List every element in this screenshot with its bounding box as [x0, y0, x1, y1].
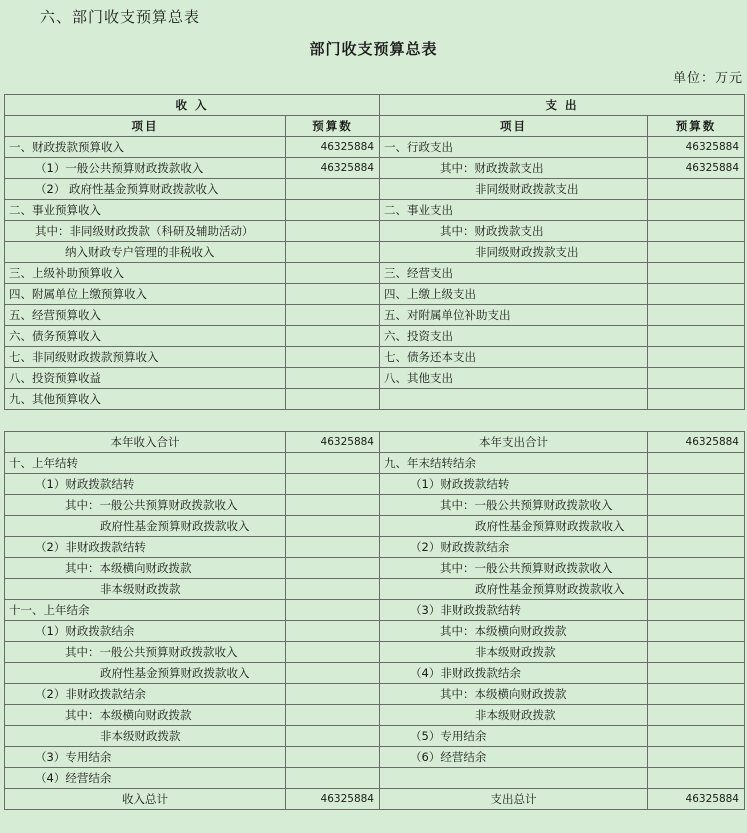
table-row: [5, 516, 745, 537]
income-budget-cell: [286, 558, 380, 579]
income-budget-cell: [286, 200, 380, 221]
expense-budget-cell: [648, 705, 745, 726]
table-row: [5, 747, 745, 768]
expense-budget-cell: [648, 684, 745, 705]
expense-item-cell: 其中：本级横向财政拨款: [380, 684, 648, 705]
income-budget-cell: [286, 726, 380, 747]
income-budget-cell: [286, 516, 380, 537]
expense-budget-cell: [648, 305, 745, 326]
table-row: [5, 389, 745, 410]
income-budget-cell: [286, 347, 380, 368]
income-item-cell: （2）非财政拨款结余: [5, 684, 286, 705]
income-item-cell: 二、事业预算收入: [5, 200, 286, 221]
income-budget-cell: [286, 621, 380, 642]
expense-budget-cell: [648, 368, 745, 389]
expense-budget-cell: [648, 600, 745, 621]
table-row: [5, 621, 745, 642]
expense-item-cell: 政府性基金预算财政拨款收入: [380, 516, 648, 537]
expense-item-cell: （2）财政拨款结余: [380, 537, 648, 558]
income-item-cell: 七、非同级财政拨款预算收入: [5, 347, 286, 368]
income-item-cell: （3）专用结余: [5, 747, 286, 768]
income-budget-cell: [286, 305, 380, 326]
expense-budget-cell: [648, 768, 745, 789]
income-budget-cell: [286, 389, 380, 410]
income-item-cell: 三、上级补助预算收入: [5, 263, 286, 284]
income-item-cell: 十一、上年结余: [5, 600, 286, 621]
expense-budget-cell: [648, 495, 745, 516]
expense-budget-cell: 46325884: [648, 137, 745, 158]
income-item-cell: （1）一般公共预算财政拨款收入: [5, 158, 286, 179]
expense-budget-cell: [648, 179, 745, 200]
expense-budget-cell: [648, 558, 745, 579]
table-row: [5, 221, 745, 242]
table-row: [5, 347, 745, 368]
income-budget-cell: [286, 495, 380, 516]
expense-budget-cell: [648, 200, 745, 221]
expense-item-cell: （5）专用结余: [380, 726, 648, 747]
table-row: [5, 726, 745, 747]
income-budget-cell: [286, 537, 380, 558]
income-budget-cell: [286, 663, 380, 684]
table-row: [5, 453, 745, 474]
income-budget-cell: 46325884: [286, 432, 380, 453]
income-item-cell: 非本级财政拨款: [5, 726, 286, 747]
expense-item-cell: 非本级财政拨款: [380, 705, 648, 726]
expense-budget-cell: [648, 537, 745, 558]
expense-item-cell: （3）非财政拨款结转: [380, 600, 648, 621]
table-row: [5, 642, 745, 663]
expense-budget-cell: [648, 579, 745, 600]
income-item-cell: （2）非财政拨款结转: [5, 537, 286, 558]
income-item-cell: 六、债务预算收入: [5, 326, 286, 347]
income-budget-cell: [286, 747, 380, 768]
income-budget-cell: 46325884: [286, 137, 380, 158]
income-item-cell: 纳入财政专户管理的非税收入: [5, 242, 286, 263]
expense-item-cell: 非同级财政拨款支出: [380, 242, 648, 263]
income-item-cell: 其中：一般公共预算财政拨款收入: [5, 642, 286, 663]
expense-budget-cell: [648, 621, 745, 642]
table-row: [5, 684, 745, 705]
income-budget-cell: [286, 242, 380, 263]
table-row: [5, 579, 745, 600]
income-budget-header: 预算数: [286, 116, 380, 137]
expense-item-cell: [380, 768, 648, 789]
expense-budget-cell: [648, 516, 745, 537]
income-budget-cell: [286, 263, 380, 284]
income-item-header: 项目: [5, 116, 286, 137]
expense-item-cell: 九、年末结转结余: [380, 453, 648, 474]
table-row: [5, 705, 745, 726]
income-budget-cell: [286, 474, 380, 495]
expense-budget-cell: [648, 642, 745, 663]
expense-budget-cell: [648, 663, 745, 684]
expense-item-cell: 五、对附属单位补助支出: [380, 305, 648, 326]
income-budget-cell: [286, 642, 380, 663]
expense-budget-cell: [648, 726, 745, 747]
expense-budget-cell: [648, 242, 745, 263]
table-row: [5, 284, 745, 305]
income-budget-cell: [286, 684, 380, 705]
expense-item-cell: 三、经营支出: [380, 263, 648, 284]
expense-header: 支 出: [380, 95, 745, 116]
budget-table-bottom: [4, 431, 745, 810]
expense-item-cell: 七、债务还本支出: [380, 347, 648, 368]
expense-item-cell: 六、投资支出: [380, 326, 648, 347]
expense-item-cell: 非同级财政拨款支出: [380, 179, 648, 200]
table-row: [5, 537, 745, 558]
expense-item-cell: 八、其他支出: [380, 368, 648, 389]
income-item-cell: 一、财政拨款预算收入: [5, 137, 286, 158]
table-row: [5, 263, 745, 284]
table-row: [5, 179, 745, 200]
table-row: [5, 158, 745, 179]
income-budget-cell: [286, 600, 380, 621]
table-row: [5, 663, 745, 684]
expense-item-cell: 政府性基金预算财政拨款收入: [380, 579, 648, 600]
income-item-cell: （2） 政府性基金预算财政拨款收入: [5, 179, 286, 200]
table-row: [5, 600, 745, 621]
expense-budget-cell: [648, 347, 745, 368]
income-item-cell: 其中：本级横向财政拨款: [5, 558, 286, 579]
expense-budget-cell: [648, 747, 745, 768]
income-item-cell: 四、附属单位上缴预算收入: [5, 284, 286, 305]
table-row: [5, 558, 745, 579]
header-row-columns: [5, 116, 745, 137]
expense-item-cell: 其中：财政拨款支出: [380, 158, 648, 179]
income-item-cell: 本年收入合计: [5, 432, 286, 453]
table-row: [5, 305, 745, 326]
expense-budget-cell: [648, 263, 745, 284]
income-item-cell: 非本级财政拨款: [5, 579, 286, 600]
expense-item-cell: 二、事业支出: [380, 200, 648, 221]
expense-item-cell: 四、上缴上级支出: [380, 284, 648, 305]
expense-budget-cell: 46325884: [648, 158, 745, 179]
income-budget-cell: [286, 453, 380, 474]
income-item-cell: 十、上年结转: [5, 453, 286, 474]
income-item-cell: 五、经营预算收入: [5, 305, 286, 326]
table-row: [5, 495, 745, 516]
table-row: [5, 789, 745, 810]
income-item-cell: 八、投资预算收益: [5, 368, 286, 389]
expense-budget-cell: [648, 326, 745, 347]
income-budget-cell: [286, 368, 380, 389]
expense-item-cell: 本年支出合计: [380, 432, 648, 453]
expense-item-cell: 其中：财政拨款支出: [380, 221, 648, 242]
table-row: [5, 326, 745, 347]
expense-item-cell: （1）财政拨款结转: [380, 474, 648, 495]
table-row: [5, 242, 745, 263]
income-item-cell: （4）经营结余: [5, 768, 286, 789]
income-budget-cell: [286, 579, 380, 600]
table-row: [5, 768, 745, 789]
expense-item-cell: （6）经营结余: [380, 747, 648, 768]
expense-budget-header: 预算数: [648, 116, 745, 137]
expense-item-cell: [380, 389, 648, 410]
expense-item-cell: 支出总计: [380, 789, 648, 810]
expense-item-header: 项目: [380, 116, 648, 137]
expense-budget-cell: 46325884: [648, 789, 745, 810]
income-item-cell: 其中：非同级财政拨款（科研及辅助活动）: [5, 221, 286, 242]
income-budget-cell: 46325884: [286, 158, 380, 179]
expense-item-cell: 非本级财政拨款: [380, 642, 648, 663]
section-heading: 六、部门收支预算总表: [40, 8, 201, 26]
income-item-cell: （1）财政拨款结余: [5, 621, 286, 642]
expense-item-cell: 其中：本级横向财政拨款: [380, 621, 648, 642]
income-item-cell: 政府性基金预算财政拨款收入: [5, 516, 286, 537]
expense-item-cell: （4）非财政拨款结余: [380, 663, 648, 684]
income-budget-cell: [286, 284, 380, 305]
header-row-sides: [5, 95, 745, 116]
expense-budget-cell: [648, 221, 745, 242]
income-budget-cell: [286, 179, 380, 200]
income-budget-cell: [286, 705, 380, 726]
table-row: [5, 200, 745, 221]
expense-budget-cell: 46325884: [648, 432, 745, 453]
expense-item-cell: 其中：一般公共预算财政拨款收入: [380, 558, 648, 579]
income-item-cell: 其中：一般公共预算财政拨款收入: [5, 495, 286, 516]
expense-item-cell: 其中：一般公共预算财政拨款收入: [380, 495, 648, 516]
income-item-cell: 政府性基金预算财政拨款收入: [5, 663, 286, 684]
unit-label: 单位：万元: [672, 71, 743, 86]
income-budget-cell: 46325884: [286, 789, 380, 810]
table-row: [5, 474, 745, 495]
income-budget-cell: [286, 326, 380, 347]
income-header: 收 入: [5, 95, 380, 116]
expense-budget-cell: [648, 389, 745, 410]
expense-item-cell: 一、行政支出: [380, 137, 648, 158]
income-item-cell: （1）财政拨款结转: [5, 474, 286, 495]
expense-budget-cell: [648, 284, 745, 305]
table-row: [5, 137, 745, 158]
income-budget-cell: [286, 221, 380, 242]
table-row: [5, 368, 745, 389]
budget-table-top: [4, 94, 745, 410]
expense-budget-cell: [648, 453, 745, 474]
income-budget-cell: [286, 768, 380, 789]
table-row: [5, 432, 745, 453]
expense-budget-cell: [648, 474, 745, 495]
income-item-cell: 其中：本级横向财政拨款: [5, 705, 286, 726]
page-title: 部门收支预算总表: [309, 40, 438, 58]
income-item-cell: 九、其他预算收入: [5, 389, 286, 410]
income-item-cell: 收入总计: [5, 789, 286, 810]
